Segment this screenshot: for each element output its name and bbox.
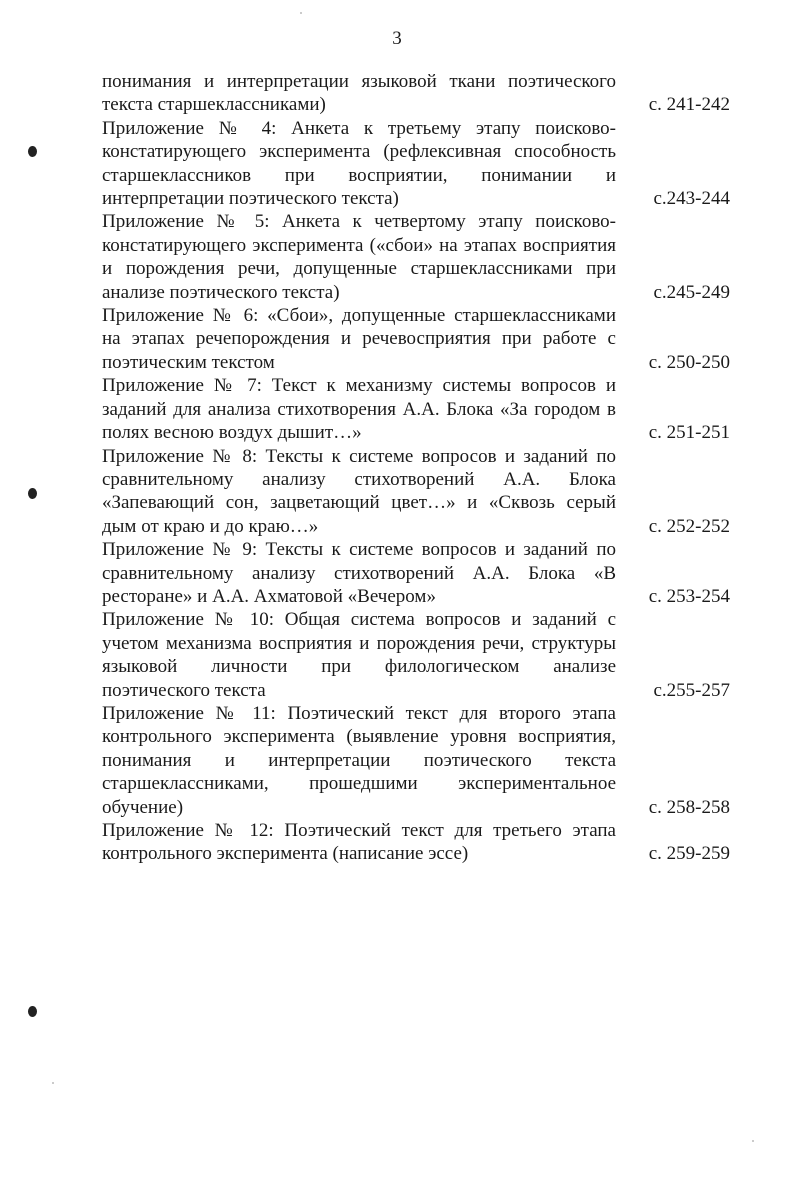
toc-entry-pages: с. 258-258	[648, 796, 730, 818]
toc-entry-text	[102, 304, 616, 374]
toc-entry	[102, 538, 730, 608]
scan-speck	[300, 12, 302, 14]
toc-entry-pages: с.245-249	[653, 281, 730, 303]
toc-entry-pages: с. 253-254	[648, 585, 730, 607]
toc-entry-line: контрольного эксперимента (выявление уровня восприятия,	[102, 726, 616, 748]
toc-entry-pages: с.243-244	[653, 188, 730, 210]
toc-entry-line: и порождения речи, допущенные старшеклассниками при	[102, 258, 616, 280]
toc-entry-line: заданий для анализа стихотворения А.А. Блока «За городом в	[102, 398, 616, 420]
toc-entry	[102, 608, 730, 702]
toc-entry	[102, 210, 730, 304]
toc-entry-line: Приложение № 11: Поэтический текст для второго этапа	[102, 702, 616, 724]
toc-entry-pages: с.255-257	[653, 679, 730, 701]
toc-entry-line: Приложение № 8: Тексты к системе вопросов и заданий по	[102, 445, 616, 467]
toc-entry-line: констатирующего эксперимента (рефлексивная способность	[102, 141, 616, 163]
toc-entry-pages: с. 250-250	[648, 351, 730, 373]
toc-entry	[102, 304, 730, 374]
toc-entry-line: понимания и интерпретации поэтического текста	[102, 749, 616, 771]
toc-entry-line: констатирующего эксперимента («сбои» на этапах восприятия	[102, 234, 616, 256]
toc-entry-line: дым от краю и до краю…»	[102, 515, 319, 537]
binder-hole-bottom	[28, 1006, 37, 1017]
toc-entry	[102, 445, 730, 539]
toc-entry-line: анализе поэтического текста)	[102, 281, 340, 303]
toc-entry-line: контрольного эксперимента (написание эссе)	[102, 843, 469, 865]
toc-entry-line: Приложение № 12: Поэтический текст для третьего этапа	[102, 820, 616, 841]
toc-entry-line: Приложение № 7: Текст к механизму системы вопросов и	[102, 375, 616, 397]
toc-entry-pages: с. 259-259	[648, 843, 730, 865]
toc-entry	[102, 702, 730, 819]
toc-entry-pages: с. 241-242	[648, 94, 730, 116]
scan-speck	[752, 1140, 754, 1142]
toc-entry-text	[102, 445, 616, 539]
toc-entry-text	[102, 374, 616, 444]
toc-entry-text	[102, 117, 616, 211]
toc-entry-line: Приложение № 6: «Сбои», допущенные старшеклассниками	[102, 305, 616, 327]
toc-entry-pages: с. 251-251	[648, 422, 730, 444]
page-number: 3	[392, 28, 402, 49]
toc-entry-text	[102, 538, 616, 608]
binder-hole-top	[28, 146, 37, 157]
toc-entry	[102, 374, 730, 444]
toc-entry-line: «Запевающий сон, зацветающий цвет…» и «Сквозь серый	[102, 492, 616, 514]
toc-entry-line: учетом механизма восприятия и порождения речи, структуры	[102, 632, 616, 654]
toc-entry-line: Приложение № 4: Анкета к третьему этапу поисково-	[102, 117, 616, 139]
toc-entry-line: Приложение № 5: Анкета к четвертому этапу поисково-	[102, 211, 616, 233]
toc-entry-text	[102, 210, 616, 304]
toc-entry-line: сравнительному анализу стихотворений А.А. Блока «В	[102, 562, 616, 584]
toc-entry-line: обучение)	[102, 796, 184, 818]
toc-entry-text	[102, 819, 616, 866]
toc-entry-text	[102, 608, 616, 702]
toc-entry	[102, 117, 730, 211]
toc-entry-line: поэтического текста	[102, 679, 266, 701]
toc-entry-line: старшеклассников при восприятии, понимании и	[102, 164, 616, 186]
scan-speck	[52, 1082, 54, 1084]
toc-entry-line: на этапах речепорождения и речевосприятия при работе с	[102, 328, 616, 350]
toc-entry-line: поэтическим текстом	[102, 351, 275, 373]
toc-entry-line: старшеклассниками, прошедшими экспериментальное	[102, 773, 616, 795]
toc-entry	[102, 819, 730, 866]
toc-entry-line: Приложение № 9: Тексты к системе вопросов и заданий по	[102, 539, 616, 561]
toc-entry-line: текста старшеклассниками)	[102, 94, 326, 116]
toc-entry-text	[102, 70, 616, 117]
toc-entry-line: Приложение № 10: Общая система вопросов и заданий с	[102, 609, 616, 631]
toc-entry-text	[102, 702, 616, 819]
toc-entry-line: ресторане» и А.А. Ахматовой «Вечером»	[102, 585, 436, 607]
toc-entry-line: сравнительному анализу стихотворений А.А. Блока	[102, 468, 616, 490]
toc-entry	[102, 70, 730, 117]
toc-entry-line: языковой личности при филологическом анализе	[102, 656, 616, 678]
binder-hole-middle	[28, 488, 37, 499]
toc-entry-line: понимания и интерпретации языковой ткани поэтического	[102, 71, 616, 92]
toc-entry-pages: с. 252-252	[648, 515, 730, 537]
toc-entry-line: интерпретации поэтического текста)	[102, 188, 399, 210]
toc-entry-line: полях весною воздух дышит…»	[102, 422, 362, 444]
table-of-contents	[102, 70, 730, 866]
